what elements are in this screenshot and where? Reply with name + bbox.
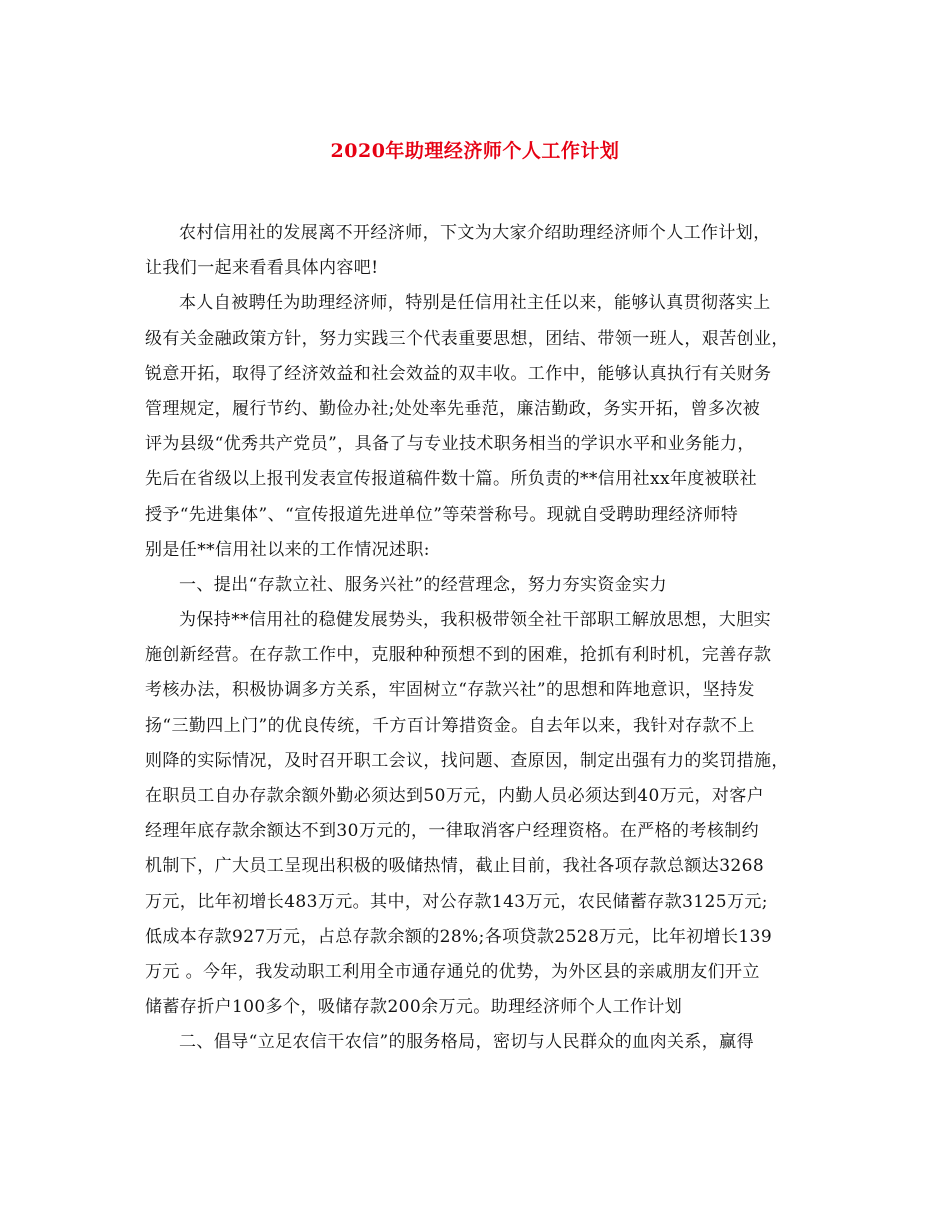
body-line: 锐意开拓，取得了经济效益和社会效益的双丰收。工作中，能够认真执行有关财务	[145, 363, 772, 384]
body-line: 施创新经营。在存款工作中，克服种种预想不到的困难，抢抓有利时机，完善存款	[145, 645, 772, 666]
document-title: 2020年助理经济师个人工作计划	[330, 140, 620, 162]
body-line: 低成本存款927万元，占总存款余额的28%;各项贷款2528万元，比年初增长139	[145, 926, 773, 947]
body-line: 级有关金融政策方针，努力实践三个代表重要思想，团结、带领一班人，艰苦创业，	[145, 328, 789, 349]
body-line: 在职员工自办存款余额外勤必须达到50万元，内勤人员必须达到40万元，对客户	[145, 786, 765, 806]
body-line: 评为县级“优秀共产党员”，具备了与专业技术职务相当的学识水平和业务能力，	[145, 434, 755, 455]
body-line: 授予“先进集体”、“宣传报道先进单位”等荣誉称号。现就自受聘助理经济师特	[145, 504, 739, 525]
body-line: 万元，比年初增长483万元。其中，对公存款143万元，农民储蓄存款3125万元;	[145, 891, 768, 912]
body-line: 别是任**信用社以来的工作情况述职:	[145, 539, 430, 560]
body-line: 一、提出“存款立社、服务兴社”的经营理念，努力夯实资金实力	[179, 574, 667, 595]
body-line: 二、倡导“立足农信干农信”的服务格局，密切与人民群众的血肉关系，赢得	[179, 1032, 754, 1053]
body-line: 农村信用社的发展离不开经济师，下文为大家介绍助理经济师个人工作计划，	[179, 223, 771, 243]
body-line: 本人自被聘任为助理经济师，特别是任信用社主任以来，能够认真贯彻落实上	[179, 293, 771, 314]
document-body	[145, 216, 815, 1061]
body-line: 为保持**信用社的稳健发展势头，我积极带领全社干部职工解放思想，大胆实	[179, 610, 771, 631]
body-line: 管理规定，履行节约、勤俭办社;处处率先垂范，廉洁勤政，务实开拓，曾多次被	[145, 398, 761, 419]
body-line: 万元 。今年，我发动职工利用全市通存通兑的优势，为外区县的亲戚朋友们开立	[145, 961, 760, 982]
body-line: 经理年底存款余额达不到30万元的，一律取消客户经理资格。在严格的考核制约	[145, 821, 760, 842]
body-line: 先后在省级以上报刊发表宣传报道稿件数十篇。所负责的**信用社xx年度被联社	[145, 469, 757, 490]
body-line: 则降的实际情况，及时召开职工会议，找问题、查原因，制定出强有力的奖罚措施，	[145, 750, 789, 771]
body-line: 让我们一起来看看具体内容吧!	[145, 258, 379, 279]
body-line: 扬“三勤四上门”的优良传统，千方百计筹措资金。自去年以来，我针对存款不上	[145, 715, 755, 736]
body-line: 考核办法，积极协调多方关系，牢固树立“存款兴社”的思想和阵地意识，坚持发	[145, 680, 755, 701]
body-line: 机制下，广大员工呈现出积极的吸储热情，截止目前，我社各项存款总额达3268	[145, 856, 765, 877]
body-line: 储蓄存折户100多个，吸储存款200余万元。助理经济师个人工作计划	[145, 997, 683, 1018]
